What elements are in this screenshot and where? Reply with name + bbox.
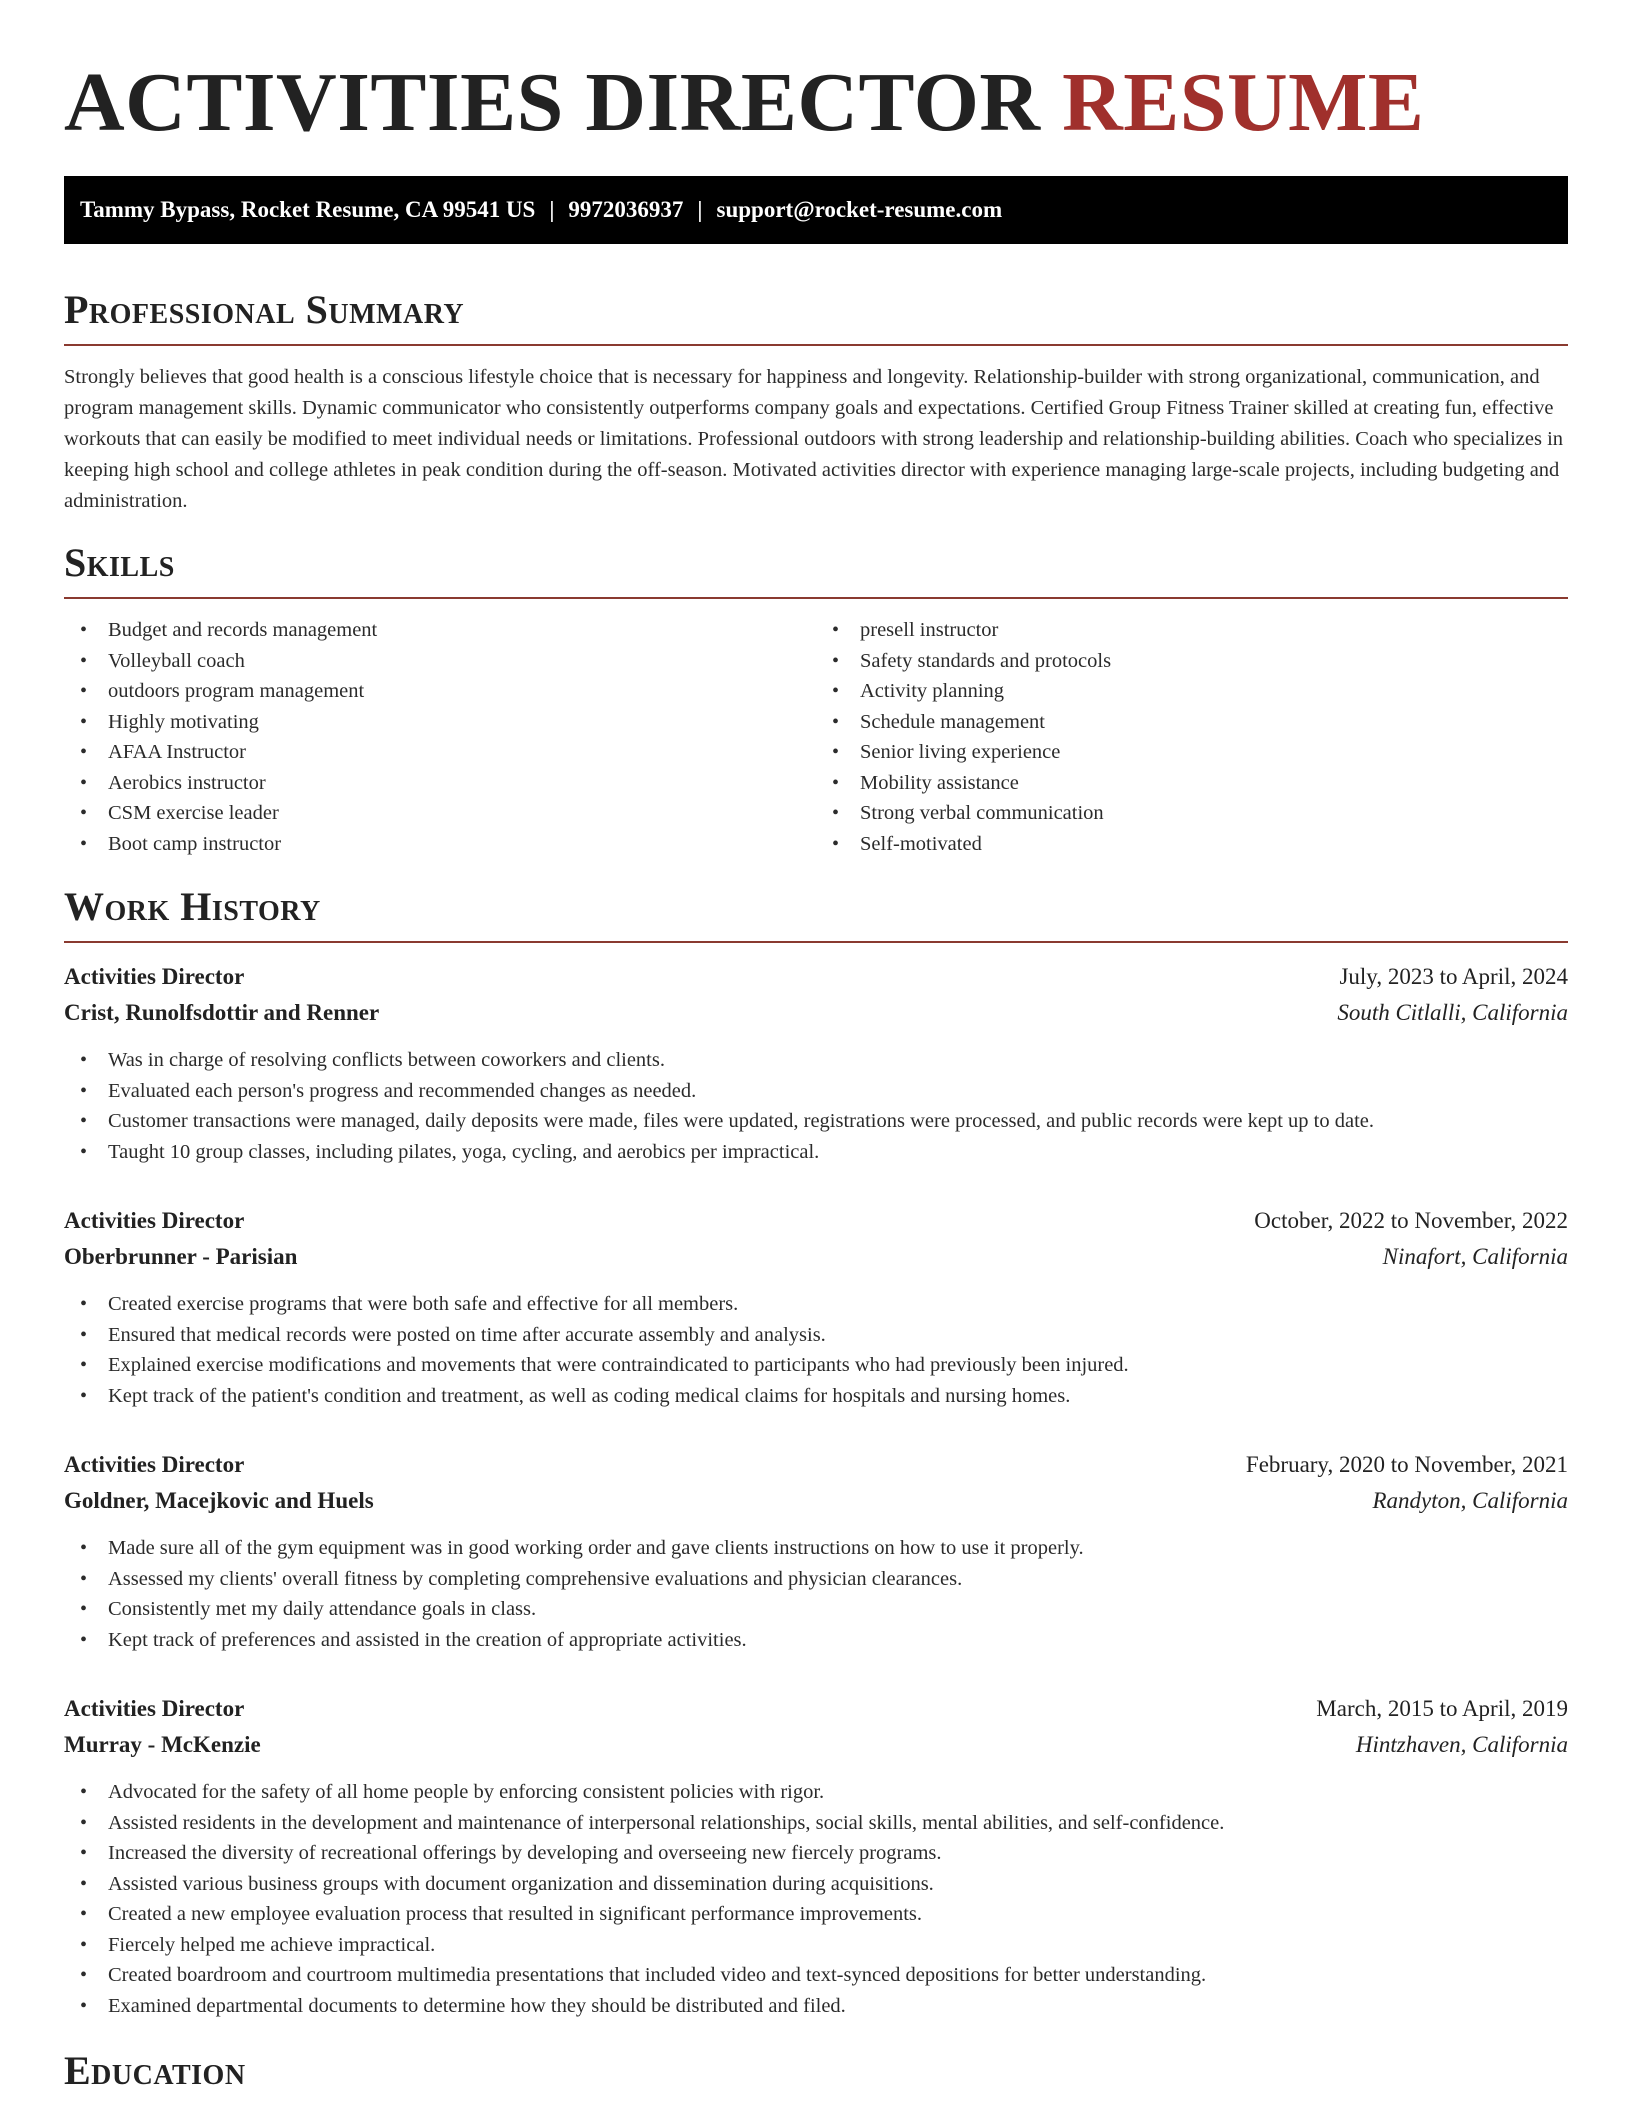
skill-item: • Budget and records management: [64, 615, 816, 646]
duty-item: • Consistently met my daily attendance goals in class.: [64, 1594, 1568, 1625]
skill-item: • CSM exercise leader: [64, 798, 816, 829]
section-divider: [64, 597, 1568, 599]
job-title: Activities Director: [64, 1696, 245, 1721]
job-duties: [64, 1533, 1568, 1655]
job-dates: March, 2015 to April, 2019: [1316, 1696, 1568, 1721]
duty-item: • Kept track of preferences and assisted in the creation of appropriate activities.: [64, 1625, 1568, 1656]
job-entry: [64, 1447, 1568, 1655]
title-accent: RESUME: [1062, 56, 1425, 149]
job-header-row: [64, 959, 1568, 995]
skill-item: • Mobility assistance: [816, 768, 1568, 799]
skill-item: • Strong verbal communication: [816, 798, 1568, 829]
job-duties: [64, 1045, 1568, 1167]
job-dates: February, 2020 to November, 2021: [1245, 1452, 1568, 1477]
education-section: [64, 2047, 1568, 2095]
summary-section: [64, 286, 1568, 517]
job-header-row: [64, 1447, 1568, 1483]
job-dates: October, 2022 to November, 2022: [1254, 1208, 1568, 1233]
job-company-row: [64, 1239, 1568, 1275]
duty-item: • Made sure all of the gym equipment was in good working order and gave clients instructions on how to use it properly.: [64, 1533, 1568, 1564]
job-entry: [64, 1203, 1568, 1411]
job-company-row: [64, 1727, 1568, 1763]
duty-item: • Fiercely helped me achieve impractical.: [64, 1930, 1568, 1961]
duty-item: • Customer transactions were managed, daily deposits were made, files were updated, registrations were processed, and public records were kept up to date.: [64, 1106, 1568, 1137]
duty-item: • Created boardroom and courtroom multimedia presentations that included video and text-synced depositions for better understanding.: [64, 1960, 1568, 1991]
work-history-section: [64, 883, 1568, 2021]
duty-item: • Increased the diversity of recreational offerings by developing and overseeing new fiercely programs.: [64, 1838, 1568, 1869]
job-company: Oberbrunner - Parisian: [64, 1244, 298, 1269]
job-company-row: [64, 995, 1568, 1031]
skills-heading: Skills: [64, 540, 175, 585]
skill-item: • Volleyball coach: [64, 646, 816, 677]
job-header-row: [64, 1203, 1568, 1239]
job-duties: [64, 1777, 1568, 2021]
duty-item: • Examined departmental documents to determine how they should be distributed and filed.: [64, 1991, 1568, 2022]
job-title: Activities Director: [64, 964, 245, 989]
duty-item: • Ensured that medical records were posted on time after accurate assembly and analysis.: [64, 1320, 1568, 1351]
skill-item: • AFAA Instructor: [64, 737, 816, 768]
skills-section: [64, 539, 1568, 859]
skill-item: • Aerobics instructor: [64, 768, 816, 799]
job-header-row: [64, 1691, 1568, 1727]
job-location: Randyton, California: [1372, 1488, 1568, 1513]
skill-item: • Activity planning: [816, 676, 1568, 707]
skills-column-left: [64, 615, 816, 859]
job-title: Activities Director: [64, 1452, 245, 1477]
skills-grid: [64, 615, 1568, 859]
duty-item: • Assessed my clients' overall fitness by completing comprehensive evaluations and physician clearances.: [64, 1564, 1568, 1595]
duty-item: • Was in charge of resolving conflicts between coworkers and clients.: [64, 1045, 1568, 1076]
title-main: ACTIVITIES DIRECTOR: [64, 56, 1041, 149]
section-divider: [64, 344, 1568, 346]
contact-address: Tammy Bypass, Rocket Resume, CA 99541 US: [80, 197, 536, 222]
job-location: South Citlalli, California: [1337, 1000, 1568, 1025]
skill-item: • Self-motivated: [816, 829, 1568, 860]
job-company-row: [64, 1483, 1568, 1519]
duty-item: • Explained exercise modifications and movements that were contraindicated to participants who had previously been injured.: [64, 1350, 1568, 1381]
duty-item: • Assisted various business groups with document organization and dissemination during acquisitions.: [64, 1869, 1568, 1900]
skill-item: • Highly motivating: [64, 707, 816, 738]
job-title: Activities Director: [64, 1208, 245, 1233]
skill-item: • Senior living experience: [816, 737, 1568, 768]
summary-text: Strongly believes that good health is a conscious lifestyle choice that is necessary for happiness and longevity. Relationship-builder with strong organizational, communication, and program management skills. Dynamic communicator who consistently outperforms company goals and expectations. Certified Group Fitness Trainer skilled at creating fun, effective workouts that can easily be modified to meet individual needs or limitations. Professional outdoors with strong leadership and relationship-building abilities. Coach who specializes in keeping high school and college athletes in peak condition during the off-season. Motivated activities director with experience managing large-scale projects, including budgeting and administration.: [64, 366, 1564, 512]
skill-item: • Schedule management: [816, 707, 1568, 738]
job-company: Goldner, Macejkovic and Huels: [64, 1488, 374, 1513]
contact-bar: [64, 176, 1568, 244]
duty-item: • Evaluated each person's progress and recommended changes as needed.: [64, 1076, 1568, 1107]
job-company: Murray - McKenzie: [64, 1732, 261, 1757]
education-heading: Education: [64, 2048, 246, 2093]
contact-phone: 9972036937: [568, 197, 684, 222]
contact-email: support@rocket-resume.com: [716, 197, 1003, 222]
duty-item: • Advocated for the safety of all home people by enforcing consistent policies with rigor.: [64, 1777, 1568, 1808]
skill-item: • outdoors program management: [64, 676, 816, 707]
resume-title: [64, 0, 1568, 176]
skills-column-right: [816, 615, 1568, 859]
contact-separator: |: [549, 197, 555, 222]
duty-item: • Kept track of the patient's condition and treatment, as well as coding medical claims for hospitals and nursing homes.: [64, 1381, 1568, 1412]
duty-item: • Taught 10 group classes, including pilates, yoga, cycling, and aerobics per impractical.: [64, 1137, 1568, 1168]
job-company: Crist, Runolfsdottir and Renner: [64, 1000, 380, 1025]
job-location: Hintzhaven, California: [1355, 1732, 1568, 1757]
job-duties: [64, 1289, 1568, 1411]
section-divider: [64, 941, 1568, 943]
skill-item: • presell instructor: [816, 615, 1568, 646]
skill-item: • Safety standards and protocols: [816, 646, 1568, 677]
skill-item: • Boot camp instructor: [64, 829, 816, 860]
job-entry: [64, 959, 1568, 1167]
duty-item: • Created exercise programs that were both safe and effective for all members.: [64, 1289, 1568, 1320]
duty-item: • Assisted residents in the development and maintenance of interpersonal relationships, social skills, mental abilities, and self-confidence.: [64, 1808, 1568, 1839]
contact-separator: |: [697, 197, 703, 222]
work-history-heading: Work History: [64, 884, 321, 929]
job-location: Ninafort, California: [1382, 1244, 1568, 1269]
job-dates: July, 2023 to April, 2024: [1339, 964, 1568, 989]
summary-heading: Professional Summary: [64, 287, 465, 332]
job-entry: [64, 1691, 1568, 2021]
duty-item: • Created a new employee evaluation process that resulted in significant performance improvements.: [64, 1899, 1568, 1930]
